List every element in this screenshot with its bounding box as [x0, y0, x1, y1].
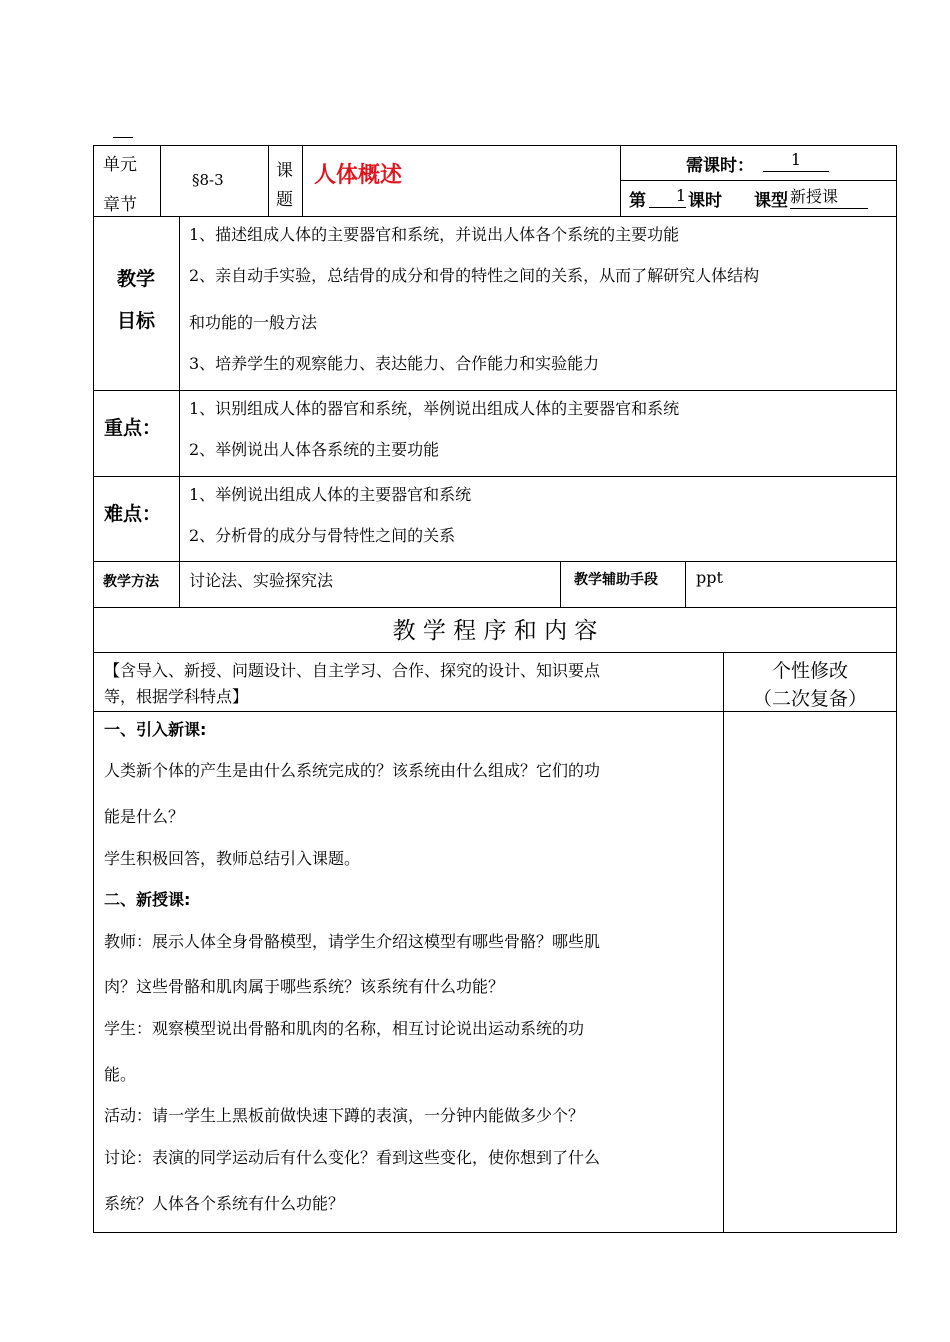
key-point-line: 1、识别组成人体的器官和系统，举例说出组成人体的主要器官和系统 [189, 399, 680, 418]
content-line: 学生：观察模型说出骨骼和肌肉的名称，相互讨论说出运动系统的功 [104, 1019, 585, 1038]
rule [179, 216, 180, 607]
rule [685, 561, 686, 607]
rule [560, 561, 561, 607]
content-line: 肉？这些骨骼和肌肉属于哪些系统？该系统有什么功能？ [104, 977, 505, 996]
methods-value: 讨论法、实验探究法 [189, 571, 334, 590]
difficulties-label: 难点： [104, 503, 162, 525]
topic-label: 课 [276, 161, 293, 181]
revision-column-header: （二次复备） [752, 688, 867, 710]
header-dash [113, 137, 133, 138]
rule [93, 476, 897, 477]
content-line: 教师：展示人体全身骨骼模型，请学生介绍这模型有哪些骨骼？哪些肌 [104, 932, 601, 951]
lesson-type-label: 课型 [754, 191, 788, 211]
key-point-line: 2、举例说出人体各系统的主要功能 [189, 440, 440, 459]
lesson-type-value: 新授课 [790, 186, 868, 209]
hours-value: 1 [763, 149, 829, 172]
rule [620, 180, 897, 181]
rule [93, 216, 897, 217]
objective-line: 2、亲自动手实验，总结骨的成分和骨的特性之间的关系，从而了解研究人体结构 [189, 266, 760, 285]
objective-line: 3、培养学生的观察能力、表达能力、合作能力和实验能力 [189, 354, 600, 373]
rule [93, 561, 897, 562]
hours-label: 需课时： [686, 156, 754, 176]
unit-label: 单元 [103, 155, 137, 175]
lesson-number: 1 [649, 185, 686, 208]
content-line: 活动：请一学生上黑板前做快速下蹲的表演，一分钟内能做多少个？ [104, 1106, 585, 1125]
rule [723, 652, 724, 1233]
content-line: 学生积极回答，教师总结引入课题。 [104, 849, 361, 868]
content-line: 系统？人体各个系统有什么功能？ [104, 1194, 345, 1213]
program-title: 教 学 程 序 和 内 容 [392, 618, 598, 644]
objectives-label: 目标 [117, 310, 156, 332]
topic-title: 人体概述 [314, 163, 403, 188]
program-note: 等，根据学科特点】 [104, 687, 249, 706]
rule [620, 145, 621, 216]
difficulty-line: 1、举例说出组成人体的主要器官和系统 [189, 485, 472, 504]
rule [268, 145, 269, 216]
rule [93, 711, 897, 712]
lesson-suffix: 课时 [688, 191, 722, 211]
difficulty-line: 2、分析骨的成分与骨特性之间的关系 [189, 526, 456, 545]
revision-column-header: 个性修改 [771, 660, 848, 682]
content-line: 讨论：表演的同学运动后有什么变化？看到这些变化，使你想到了什么 [104, 1148, 601, 1167]
methods-label: 教学方法 [103, 574, 159, 590]
rule [93, 390, 897, 391]
topic-label: 题 [276, 190, 293, 210]
rule [302, 145, 303, 216]
rule [160, 145, 161, 216]
key-points-label: 重点： [104, 417, 162, 439]
objectives-label: 教学 [117, 268, 156, 290]
teaching-aids-label: 教学辅助手段 [574, 572, 658, 588]
lesson-prefix: 第 [629, 191, 646, 211]
section-number: §8-3 [192, 171, 224, 189]
program-note: 【含导入、新授、问题设计、自主学习、合作、探究的设计、知识要点 [104, 661, 601, 680]
objective-line: 1、描述组成人体的主要器官和系统，并说出人体各个系统的主要功能 [189, 225, 680, 244]
content-line: 能。 [104, 1065, 137, 1084]
objective-line: 和功能的一般方法 [189, 313, 318, 332]
unit-label: 章节 [103, 195, 137, 215]
content-line: 人类新个体的产生是由什么系统完成的？该系统由什么组成？它们的功 [104, 761, 601, 780]
rule [93, 607, 897, 608]
content-heading: 一、引入新课: [104, 720, 207, 739]
teaching-aids-value: ppt [696, 568, 723, 587]
rule [93, 652, 897, 653]
content-line: 能是什么？ [104, 807, 185, 826]
content-heading: 二、新授课: [104, 890, 191, 909]
